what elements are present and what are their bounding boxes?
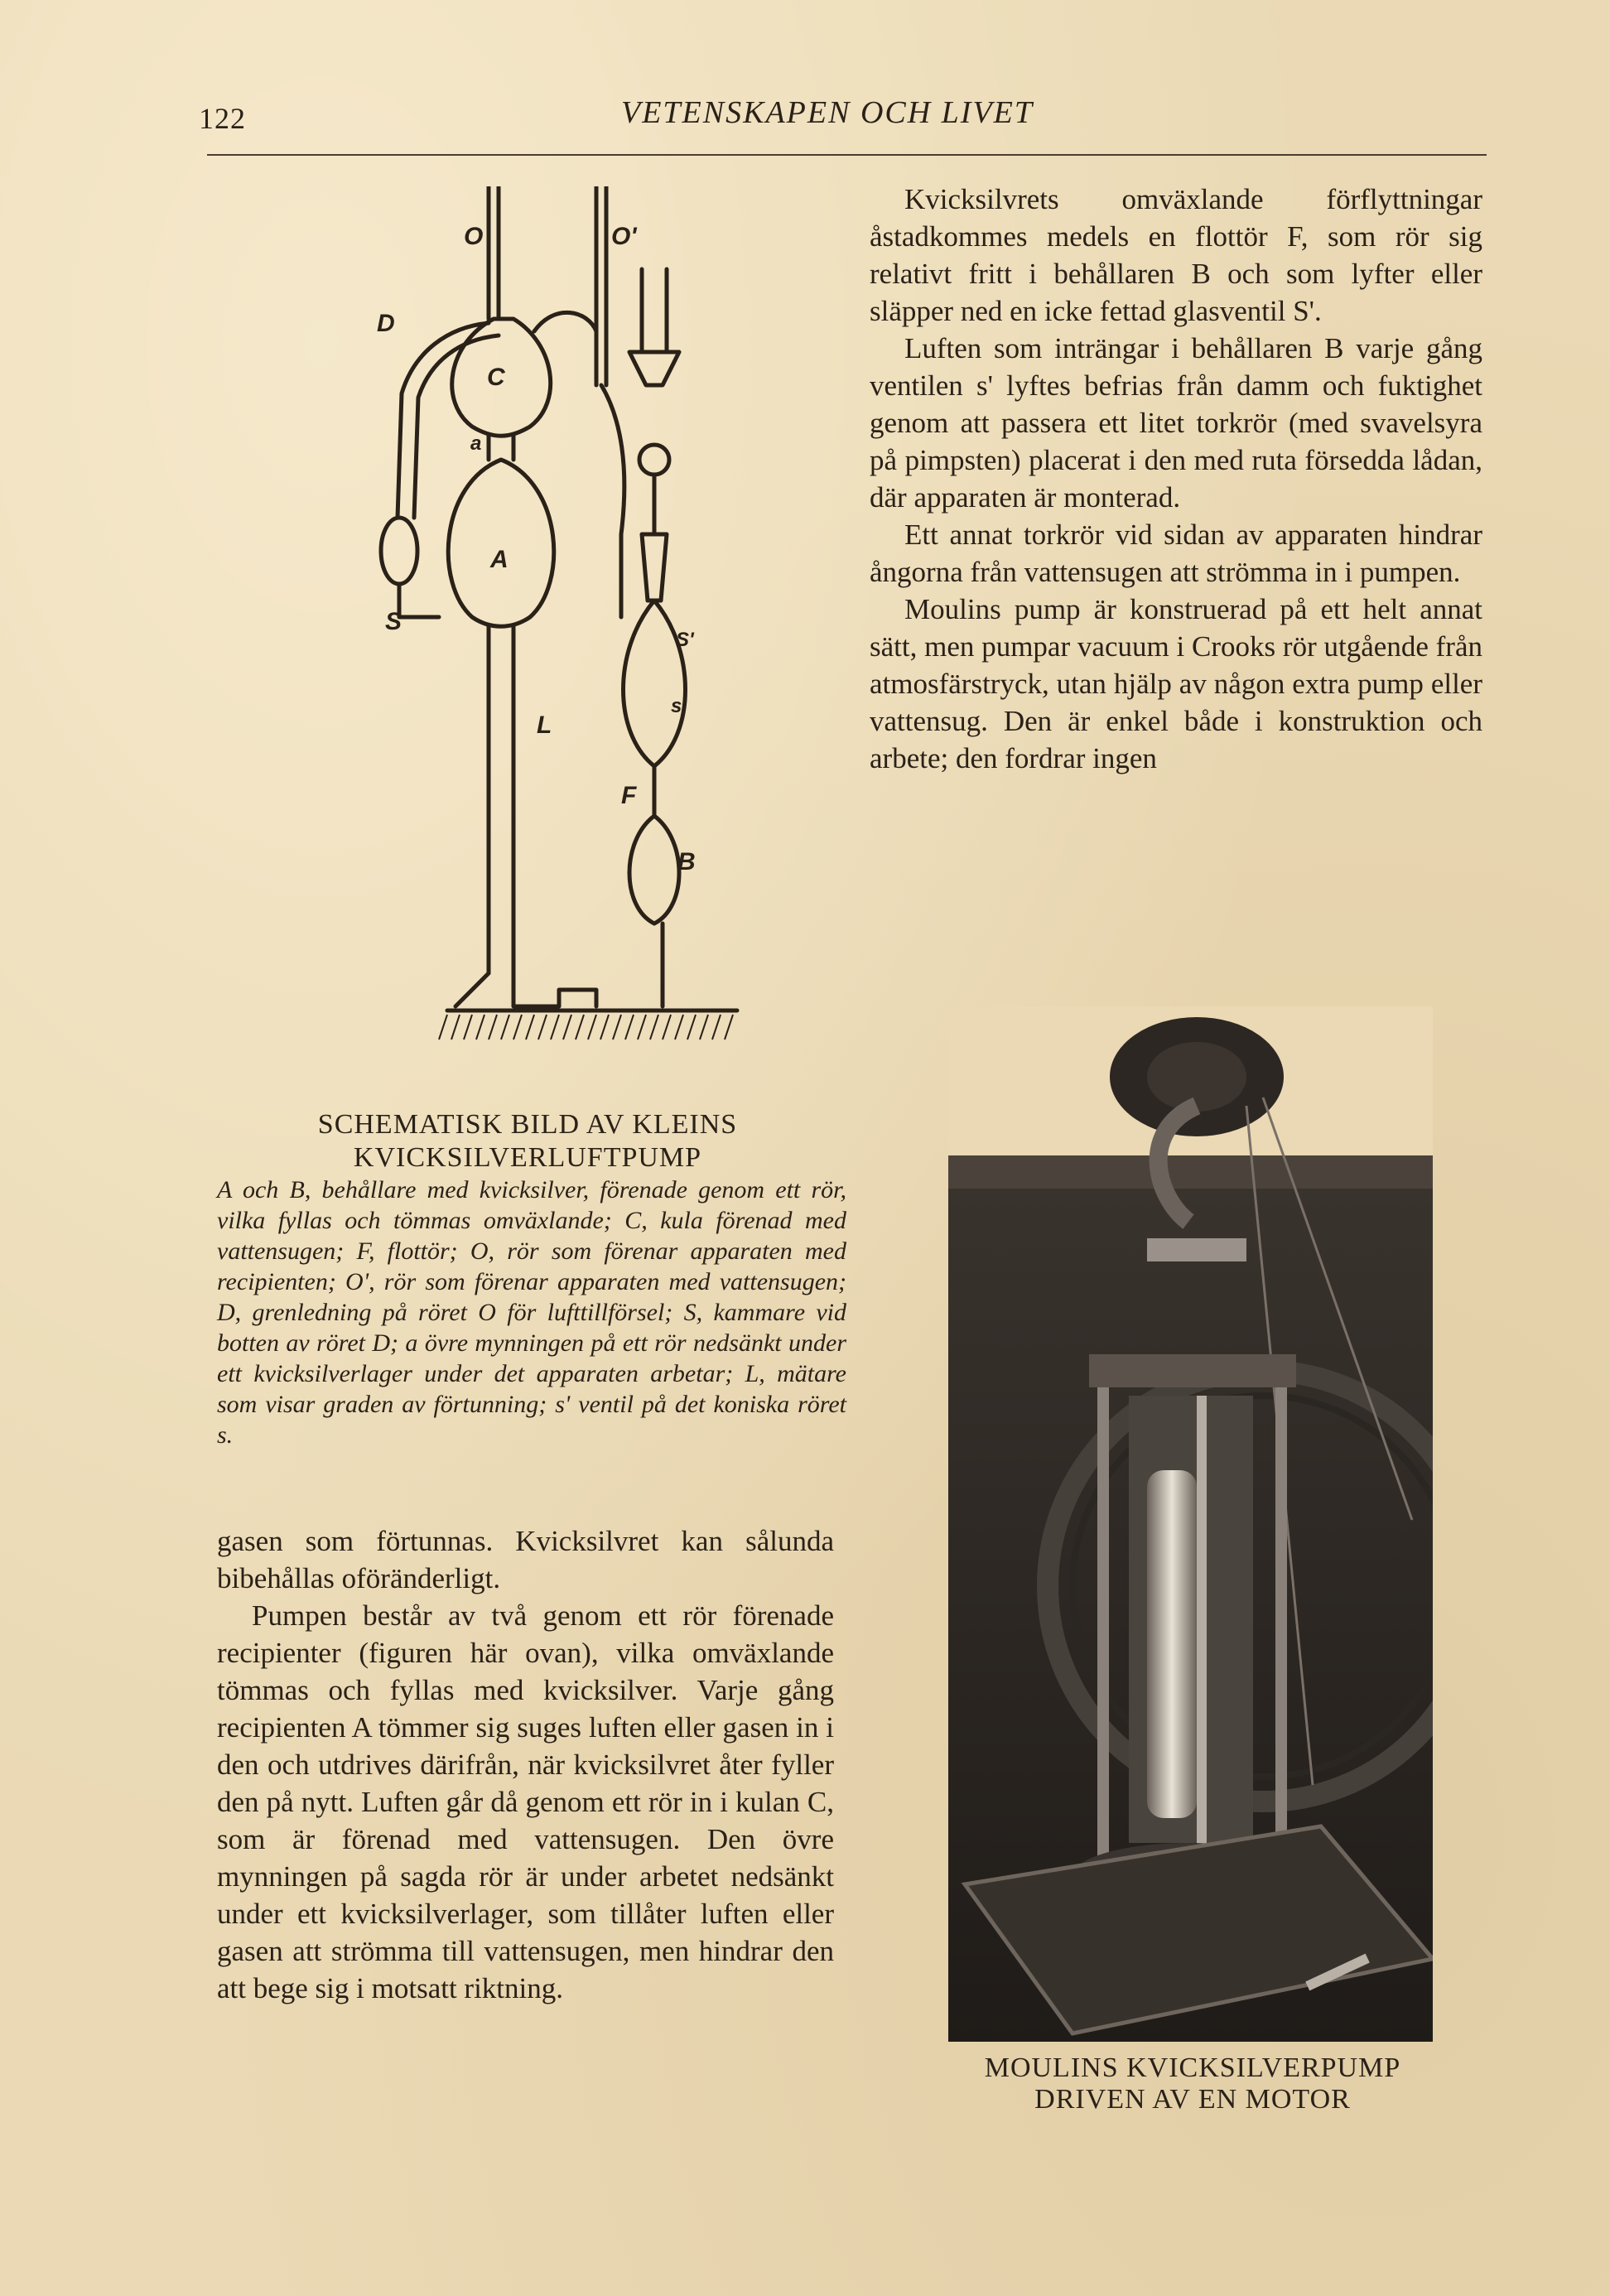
diagram-label-O-prime: O' [611,223,637,250]
paragraph: Ett annat torkrör vid sidan av apparaten hindrar ångorna från vattensugen att strömma in i pumpen. [870,519,1482,588]
figure2-caption-line2: DRIVEN AV EN MOTOR [1034,2084,1351,2115]
paragraph: Kvicksilvrets omväxlande förflyttningar åstadkommes medels en flottör F, som rör sig relativt fritt i behållaren B och som lyfter eller släpper ned en icke fettad glasventil S'. [870,183,1482,327]
diagram-label-s: s [671,695,682,717]
page-number: 122 [199,102,246,135]
figure1-title: SCHEMATISK BILD AV KLEINS KVICKSILVERLUFTPUMP [317,1109,738,1173]
paragraph: Moulins pump är konstruerad på ett helt annat sätt, men pumpar vacuum i Crooks rör utgående från atmosfärstryck, utan hjälp av någon extra pump eller vattensug. Den är enkel både i konstruktion och arbete; den fordrar ingen [870,593,1482,774]
left-column-text [217,1522,834,2007]
diagram-label-a: a [470,432,482,455]
paragraph: Pumpen består av två genom ett rör förenade recipienter (figuren här ovan), vilka omväxlande tömmas och fyllas med kvicksilver. Varje gång recipienten A tömmer sig suges luften eller gasen in i den och utdrives därifrån, när kvicksilvret åter fyller den på nytt. Luften går då genom ett rör in i kulan C, som är förenad med vattensugen. Den övre mynningen på sagda rör är under arbetet nedsänkt under ett kvicksilverlager, som tillåter luften eller gasen att strömma till vattensugen, men hindrar den att bege sig i motsatt riktning. [217,1599,834,2004]
diagram-label-F: F [621,782,637,809]
diagram-label-D: D [377,310,395,337]
figure2-caption [936,2052,1449,2115]
diagram-svg [348,186,745,1089]
diagram-label-S-prime: S' [676,629,694,651]
page-header [199,83,1491,149]
photo-svg [948,1006,1433,2042]
diagram-label-B: B [677,848,696,875]
diagram-label-O: O [464,223,484,250]
diagram-label-S: S [385,608,402,635]
diagram-label-L: L [537,711,552,739]
running-title: VETENSKAPEN OCH LIVET [621,95,1034,130]
right-column-text [870,181,1482,777]
klein-pump-diagram [348,186,745,1089]
diagram-label-A: A [490,546,509,573]
header-rule [207,154,1487,156]
diagram-label-C: C [487,364,505,391]
figure2-caption-line1: MOULINS KVICKSILVERPUMP [984,2052,1401,2083]
moulin-pump-photo [948,1006,1433,2042]
figure1-legend: A och B, behållare med kvicksilver, förenade genom ett rör, vilka fyllas och tömmas omväxlande; C, kula förenad med vattensugen; F, flottör; O, rör som förenar apparaten med recipienten; O', rör som förenar apparaten med vattensugen; D, grenledning på röret O för lufttillförsel; S, kammare vid botten av röret D; a övre mynningen på ett rör nedsänkt under ett kvicksilverlager under det apparaten arbetar; L, mätare som visar graden av förtunning; s' ventil på det koniska röret s. [217,1176,846,1449]
paragraph: Luften som inträngar i behållaren B varje gång ventilen s' lyftes befrias från damm och fuktighet genom att passera ett litet torkrör (med svavelsyra på pimpsten) placerat i den med ruta försedda lådan, där apparaten är monterad. [870,332,1482,514]
paragraph: gasen som förtunnas. Kvicksilvret kan sålunda bibehållas oföränderligt. [217,1525,834,1594]
